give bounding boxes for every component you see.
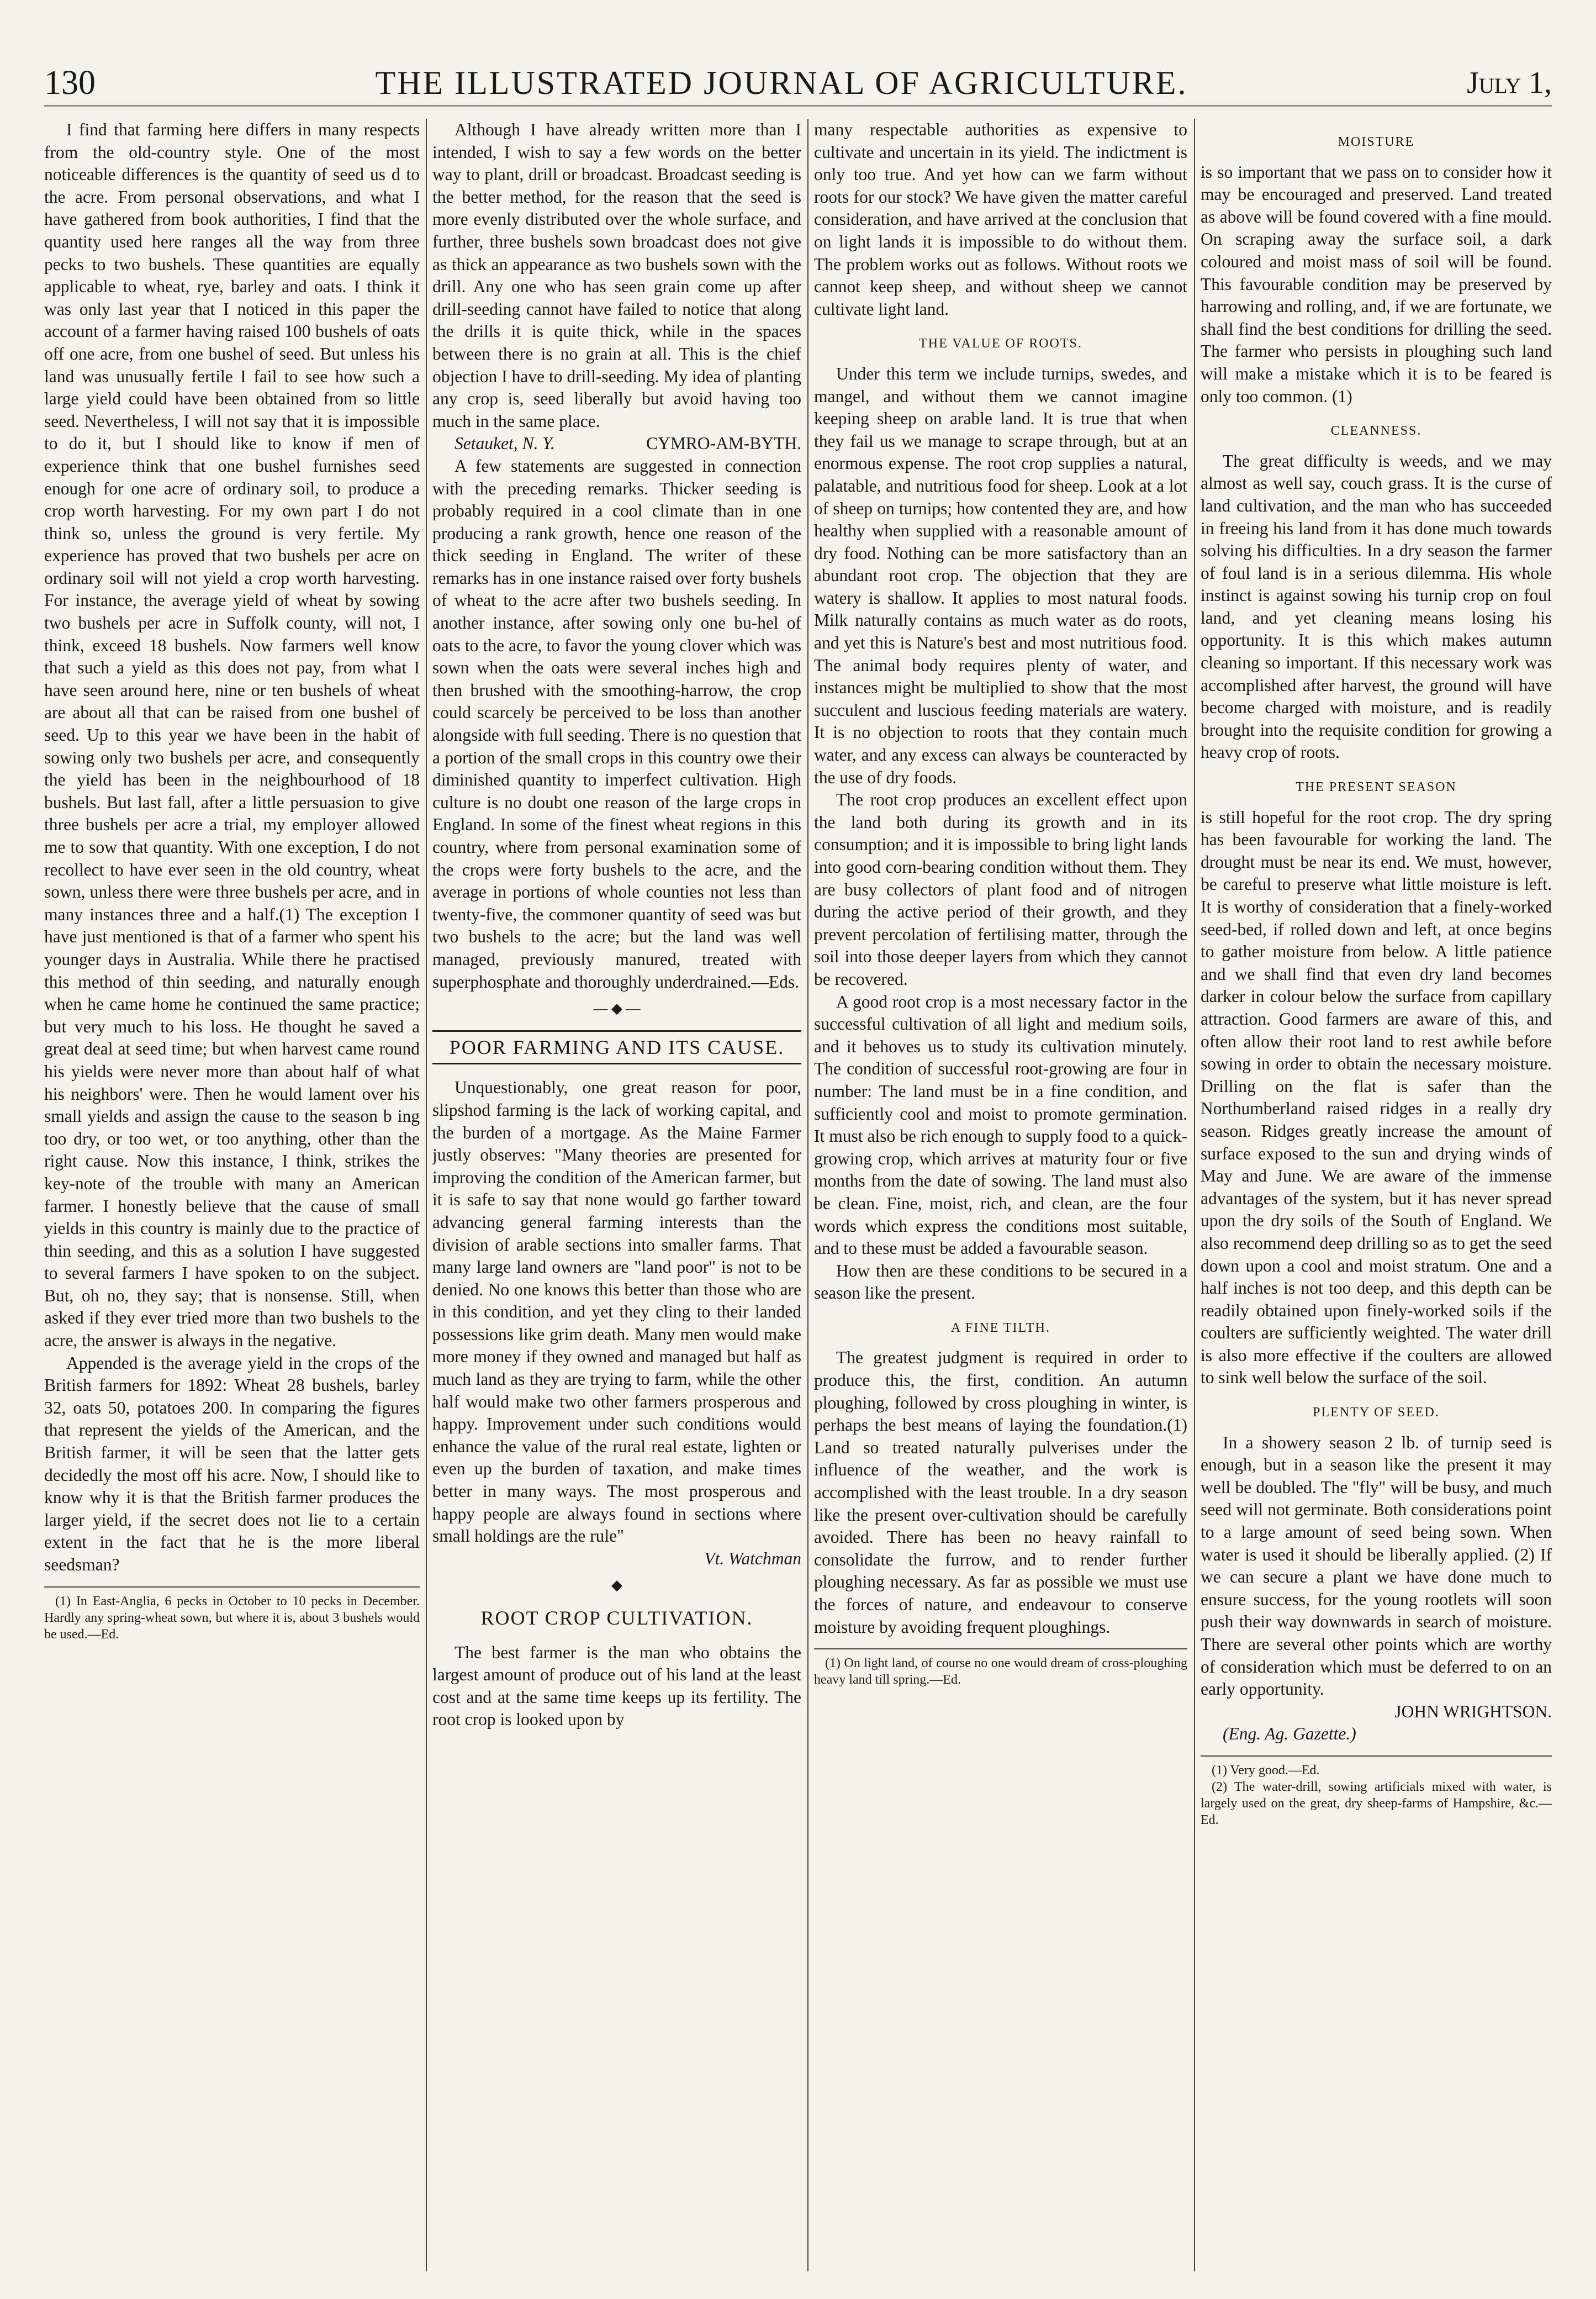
paragraph: I find that farming here differs in many respects from the old-country style. One of the most noticeable differences is the quantity of seed us d to the acre. From personal observations, and what I have gathered from book authorities, I find that the quantity used here ranges all the way from three pecks to two bushels. These quantities are equally applicable to wheat, rye, barley and oats. I think it was only last year that I noticed in this paper the account of a farmer having raised 100 bushels of oats off one acre, from one bushel of seed. But unless his land was unusually fertile I fail to see how such a large yield could have been obtained from so little seed. Nevertheless, I will not say that it is impossible to do it, but I should like to know if men of experience think that one bushel furnishes seed enough for one acre of ordinary soil, to produce a crop worth harvesting. For my own part I do not think so, unless the ground is very fertile. My experience has proved that two bushels per acre on ordinary soil will not yield a crop worth harvesting. For instance, the average yield of wheat by sowing two bushels per acre in Suffolk county, will not, I think, exceed 18 bushels. Now farmers well know that such a yield as this does not pay, from what I have seen around here, nine or ten bushels of wheat are about all that can be raised from one bushel of seed. Up to this year we have been in the habit of sowing only two bushels per acre, and consequently the yield has been in the neighbourhood of 18 bushels. But last fall, after a little persuasion to give three bushels per acre a trial, my employer allowed me to sow that quantity. With one exception, I do not recollect to have ever seen in the old country, wheat sown, unless there were three bushels per acre, and in many instances three and a half.(1) The exception I have just mentioned is that of a farmer who spent his younger days in Australia. While there he practised this method of thin seeding, and naturally enough when he came home he continued the same practice; but very much to his loss. He thought he saved a great deal at seed time; but when harvest came round his yields were never more than about half of what his neighbors' were. Then he would lament over his small yields and assign the cause to the season b ing too dry, or too wet, or too anything, other than the right cause. Now this instance, I think, strikes the key-note of the trouble with many an American farmer. I honestly believe that the cause of small yields in this country is mainly due to the practice of thin seeding, and this as a solution I have suggested to several farmers I have spoken to on the subject. But, oh no, they say; that is nonsense. Still, when asked if they ever tried more than two bushels to the acre, the answer is always in the negative. — [44, 120, 420, 1351]
section-heading: THE PRESENT SEASON — [1296, 780, 1457, 795]
signature-name: CYMRO-AM-BYTH. — [646, 434, 801, 454]
article-heading: ROOT CROP CULTIVATION. — [480, 1607, 753, 1629]
column-4 — [1201, 119, 1552, 2277]
paragraph: A few statements are suggested in connection with the preceding remarks. Thicker seeding is probably required in a cool climate than in one producing a rank growth, hence one reason of the thick seeding in England. The writer of these remarks has in one instance raised over forty bushels of wheat to the acre after two bushels seeding. In another instance, after sowing only one bu-hel of oats to the acre, to favor the young clover which was sown when the oats were several inches high and then brushed with the smoothing-harrow, the crop could scarcely be perceived to be loss than another alongside with full seeding. There is no question that a portion of the small crops in this country owe their diminished quantity to imperfect cultivation. High culture is no doubt one reason of the large crops in England. In some of the finest wheat regions in this country, where from personal examination some of the crops were forty bushels to the acre, and the average in portions of whole counties not less than twenty-five, the commoner quantity of seed was but two bushels to the acre; but the land was well managed, previously manured, treated with superphosphate and thoroughly underdrained.—Eds. — [432, 456, 801, 992]
column-3 — [814, 119, 1187, 2277]
paragraph: many respectable authorities as expensive to cultivate and uncertain in its yield. The indictment is only too true. And yet how can we farm without roots for our stock? We have given the matter careful consideration, and have arrived at the conclusion that on light lands it is impossible to do without them. The problem works out as follows. Without roots we cannot keep sheep, and without sheep we cannot cultivate light land. — [814, 120, 1187, 319]
paragraph: Under this term we include turnips, swedes, and mangel, and without them we cannot imagine keeping sheep on arable land. It is true that when they fail us we manage to scrape through, but at an enormous expense. The root crop supplies a natural, palatable, and nutritious food for sheep. Look at a lot of sheep on turnips; how contented they are, and how healthy when supplied with a reasonable amount of dry food. Nothing can be more satisfactory than an abundant root crop. The objection that they are watery is shallow. It applies to most natural foods. Milk naturally contains as much water as do roots, and yet this is Nature's best and most nutritious food. The animal body requires plenty of water, and instances might be multiplied to show that the most succulent and luscious feeding materials are watery. It is no objection to roots that they contain much water, and any excess can always be counteracted by the use of dry foods. — [814, 363, 1187, 787]
author-signature: JOHN WRIGHTSON. — [1394, 1701, 1552, 1721]
paragraph: In a showery season 2 lb. of turnip seed is enough, but in a season like the present it may well be doubled. The "fly" will be busy, and much seed will not germinate. Both considerations point to a large amount of seed being sown. When water is used it should be liberally applied. (2) If we can secure a plant we have done much to ensure success, for the young rootlets will soon push their way downwards in search of moisture. There are several other points which are worthy of consideration which must be deferred to on an early opportunity. — [1201, 1432, 1552, 1699]
column-divider — [426, 119, 427, 2271]
paragraph: Although I have already written more than I intended, I wish to say a few words on the better way to plant, drill or broadcast. Broadcast seeding is the better method, for the reason that the seed is more evenly distributed over the whole surface, and further, three bushels sown broadcast does not give as thick an appearance as two bushels sown with the drill. Any one who has seen grain come up after drill-seeding cannot have failed to notice that along the drills it is quite thick, while in the spaces between there is no grain at all. This is the chief objection I have to drill-seeding. My idea of planting any crop is, seed liberally but avoid having too much in the same place. — [432, 120, 801, 431]
section-heading: CLEANNESS. — [1330, 424, 1422, 439]
column-1 — [44, 119, 420, 2277]
page-header — [44, 61, 1552, 107]
source-credit: (Eng. Ag. Gazette.) — [1223, 1724, 1356, 1744]
footnote-text: (1) In East-Anglia, 6 pecks in October to 10 pecks in December. Hardly any spring-wheat sown, but where it is, about 3 bushels would be used.—Ed. — [44, 1594, 420, 1642]
signature-line — [432, 433, 801, 455]
journal-title: THE ILLUSTRATED JOURNAL OF AGRICULTURE. — [375, 64, 1188, 101]
section-heading: PLENTY OF SEED. — [1313, 1405, 1440, 1420]
signature-place: Setauket, N. Y. — [455, 434, 555, 454]
paragraph: The greatest judgment is required in order to produce this, the first, condition. An autumn ploughing, followed by cross ploughing in winter, is perhaps the best means of laying the foundation.(1) Land so treated naturally pulverises under the influence of the weather, and the work is accomplished with the least trouble. In a dry season like the present over-cultivation should be carefully avoided. There has been no heavy rainfall to consolidate the furrow, and to render further ploughing necessary. As far as possible we must use the forces of nature, and endeavour to conserve moisture by avoiding frequent ploughings. — [814, 1348, 1187, 1637]
footnote — [814, 1648, 1187, 1688]
column-divider — [1194, 119, 1195, 2271]
footnote-text: (1) Very good.—Ed. — [1212, 1763, 1320, 1778]
issue-date: July 1, — [1466, 66, 1552, 100]
separator-ornament: — ◆ — — [593, 1000, 641, 1017]
signature: Vt. Watchman — [704, 1548, 801, 1568]
separator-ornament: ◆ — [611, 1577, 622, 1594]
paragraph: The best farmer is the man who obtains the largest amount of produce out of his land at the least cost and at the same time keeps up its fertility. The root crop is looked upon by — [432, 1642, 801, 1729]
paragraph: The great difficulty is weeds, and we may almost as well say, couch grass. It is the curse of land cultivation, and the man who has succeeded in freeing his land from it has done much towards solving his difficulties. In a dry season the farmer of foul land is in a serious dilemma. His whole instinct is against sowing his turnip crop on foul land, and yet cleaning means losing his opportunity. It is this which makes autumn cleaning so important. If this necessary work was accomplished after harvest, the ground will have become charged with moisture, and is readily brought into the requisite condition for growing a heavy crop of roots. — [1201, 451, 1552, 762]
article-heading: POOR FARMING AND ITS CAUSE. — [432, 1030, 801, 1065]
paragraph: is so important that we pass on to consider how it may be encouraged and preserved. Land treated as above will be found covered with a fine mould. On scraping away the surface soil, a dark coloured and moist mass of soil will be found. This favourable condition may be preserved by harrowing and rolling, and, if we are fortunate, we shall find the best conditions for drilling the seed. The farmer who persists in ploughing such land will make a mistake which it is to be feared is only too common. (1) — [1201, 162, 1552, 406]
paragraph: Appended is the average yield in the crops of the British farmers for 1892: Wheat 28 bushels, barley 32, oats 50, potatoes 200. In comparing the figures that represent the yields of the American, and the British farmer, it will be seen that the latter gets decidedly the most off his acre. Now, I should like to know why it is that the British farmer produces the larger yield, if the secret does not lie to a certain extent in the fact that he is the more liberal seedsman? — [44, 1353, 420, 1574]
paragraph: is still hopeful for the root crop. The dry spring has been favourable for working the land. The drought must be near its end. We must, however, be careful to preserve what little moisture is left. It is worthy of consideration that a finely-worked seed-bed, if rolled down and left, at once begins to gather moisture from below. A little patience and we shall find that even dry land becomes darker in colour below the surface from capillary attraction. Good farmers are aware of this, and often allow their root land to rest awhile before sowing in order to obtain the necessary moisture. Drilling on the flat is safer than the Northumberland raised ridges in a really dry season. Ridges greatly increase the amount of surface exposed to the sun and drying winds of May and June. We are aware of the immense advantages of the system, but it has never spread upon the dry soils of the South of England. We also recommend deep drilling so as to get the seed down upon a cool and moist stratum. One and a half inches is not too deep, and this depth can be readily obtained upon finely-worked soils if the coulters are sufficiently weighted. The water drill is also more effective if the coulters are allowed to sink well below the surface of the soil. — [1201, 807, 1552, 1388]
paragraph: The root crop produces an excellent effect upon the land both during its growth and in its consumption; and it is impossible to bring light lands into good corn-bearing condition without them. They are busy collectors of plant food and of nitrogen during the active period of their growth, and they prevent percolation of fertilising matter, through the soil into those deeper layers from which they cannot be recovered. — [814, 790, 1187, 989]
section-heading: A FINE TILTH. — [950, 1320, 1050, 1335]
paragraph: Unquestionably, one great reason for poor, slipshod farming is the lack of working capital, and the burden of a mortgage. As the Maine Farmer justly observes: "Many theories are presented for improving the condition of the American farmer, but it is safe to say that none would go farther toward advancing general farming interests than the division of arable sections into smaller farms. That many large land owners are "land poor" is not to be denied. No one knows this better than those who are in this condition, and yet they cling to their landed possessions like grim death. Many men would make more money if they owned and managed but half as much land as they are trying to farm, while the other half would make two other farmers prosperous and happy. Improvement under such conditions would enhance the value of the rural real estate, lighten or even up the burden of taxation, and make times better in many ways. The most prosperous and happy people are always found in sections where small holdings are the rule" — [432, 1078, 801, 1546]
paragraph: How then are these conditions to be secured in a season like the present. — [814, 1261, 1187, 1303]
footnote-text: (2) The water-drill, sowing artificials mixed with water, is largely used on the great, dry sheep-farms of Hampshire, &c.—Ed. — [1201, 1779, 1552, 1827]
section-heading: THE VALUE OF ROOTS. — [919, 336, 1082, 351]
paragraph: A good root crop is a most necessary factor in the successful cultivation of all light and medium soils, and it behoves us to study its cultivation minutely. The condition of successful root-growing are four in number: The land must be in a fine condition, and sufficiently cool and moist to promote germination. It must also be rich enough to supply food to a quick-growing crop, which arrives at maturity four or five months from the date of sowing. The land must also be clean. Fine, moist, rich, and clean, are the four words which express the conditions most suitable, and to these must be added a favourable season. — [814, 992, 1187, 1258]
footnote — [44, 1586, 420, 1643]
column-divider — [807, 119, 808, 2271]
section-heading: MOISTURE — [1338, 135, 1415, 149]
footnote-text: (1) On light land, of course no one would dream of cross-ploughing heavy land till spring.—Ed. — [814, 1656, 1187, 1688]
footnotes — [1201, 1755, 1552, 1828]
page-number: 130 — [44, 64, 96, 102]
column-2 — [432, 119, 801, 2277]
